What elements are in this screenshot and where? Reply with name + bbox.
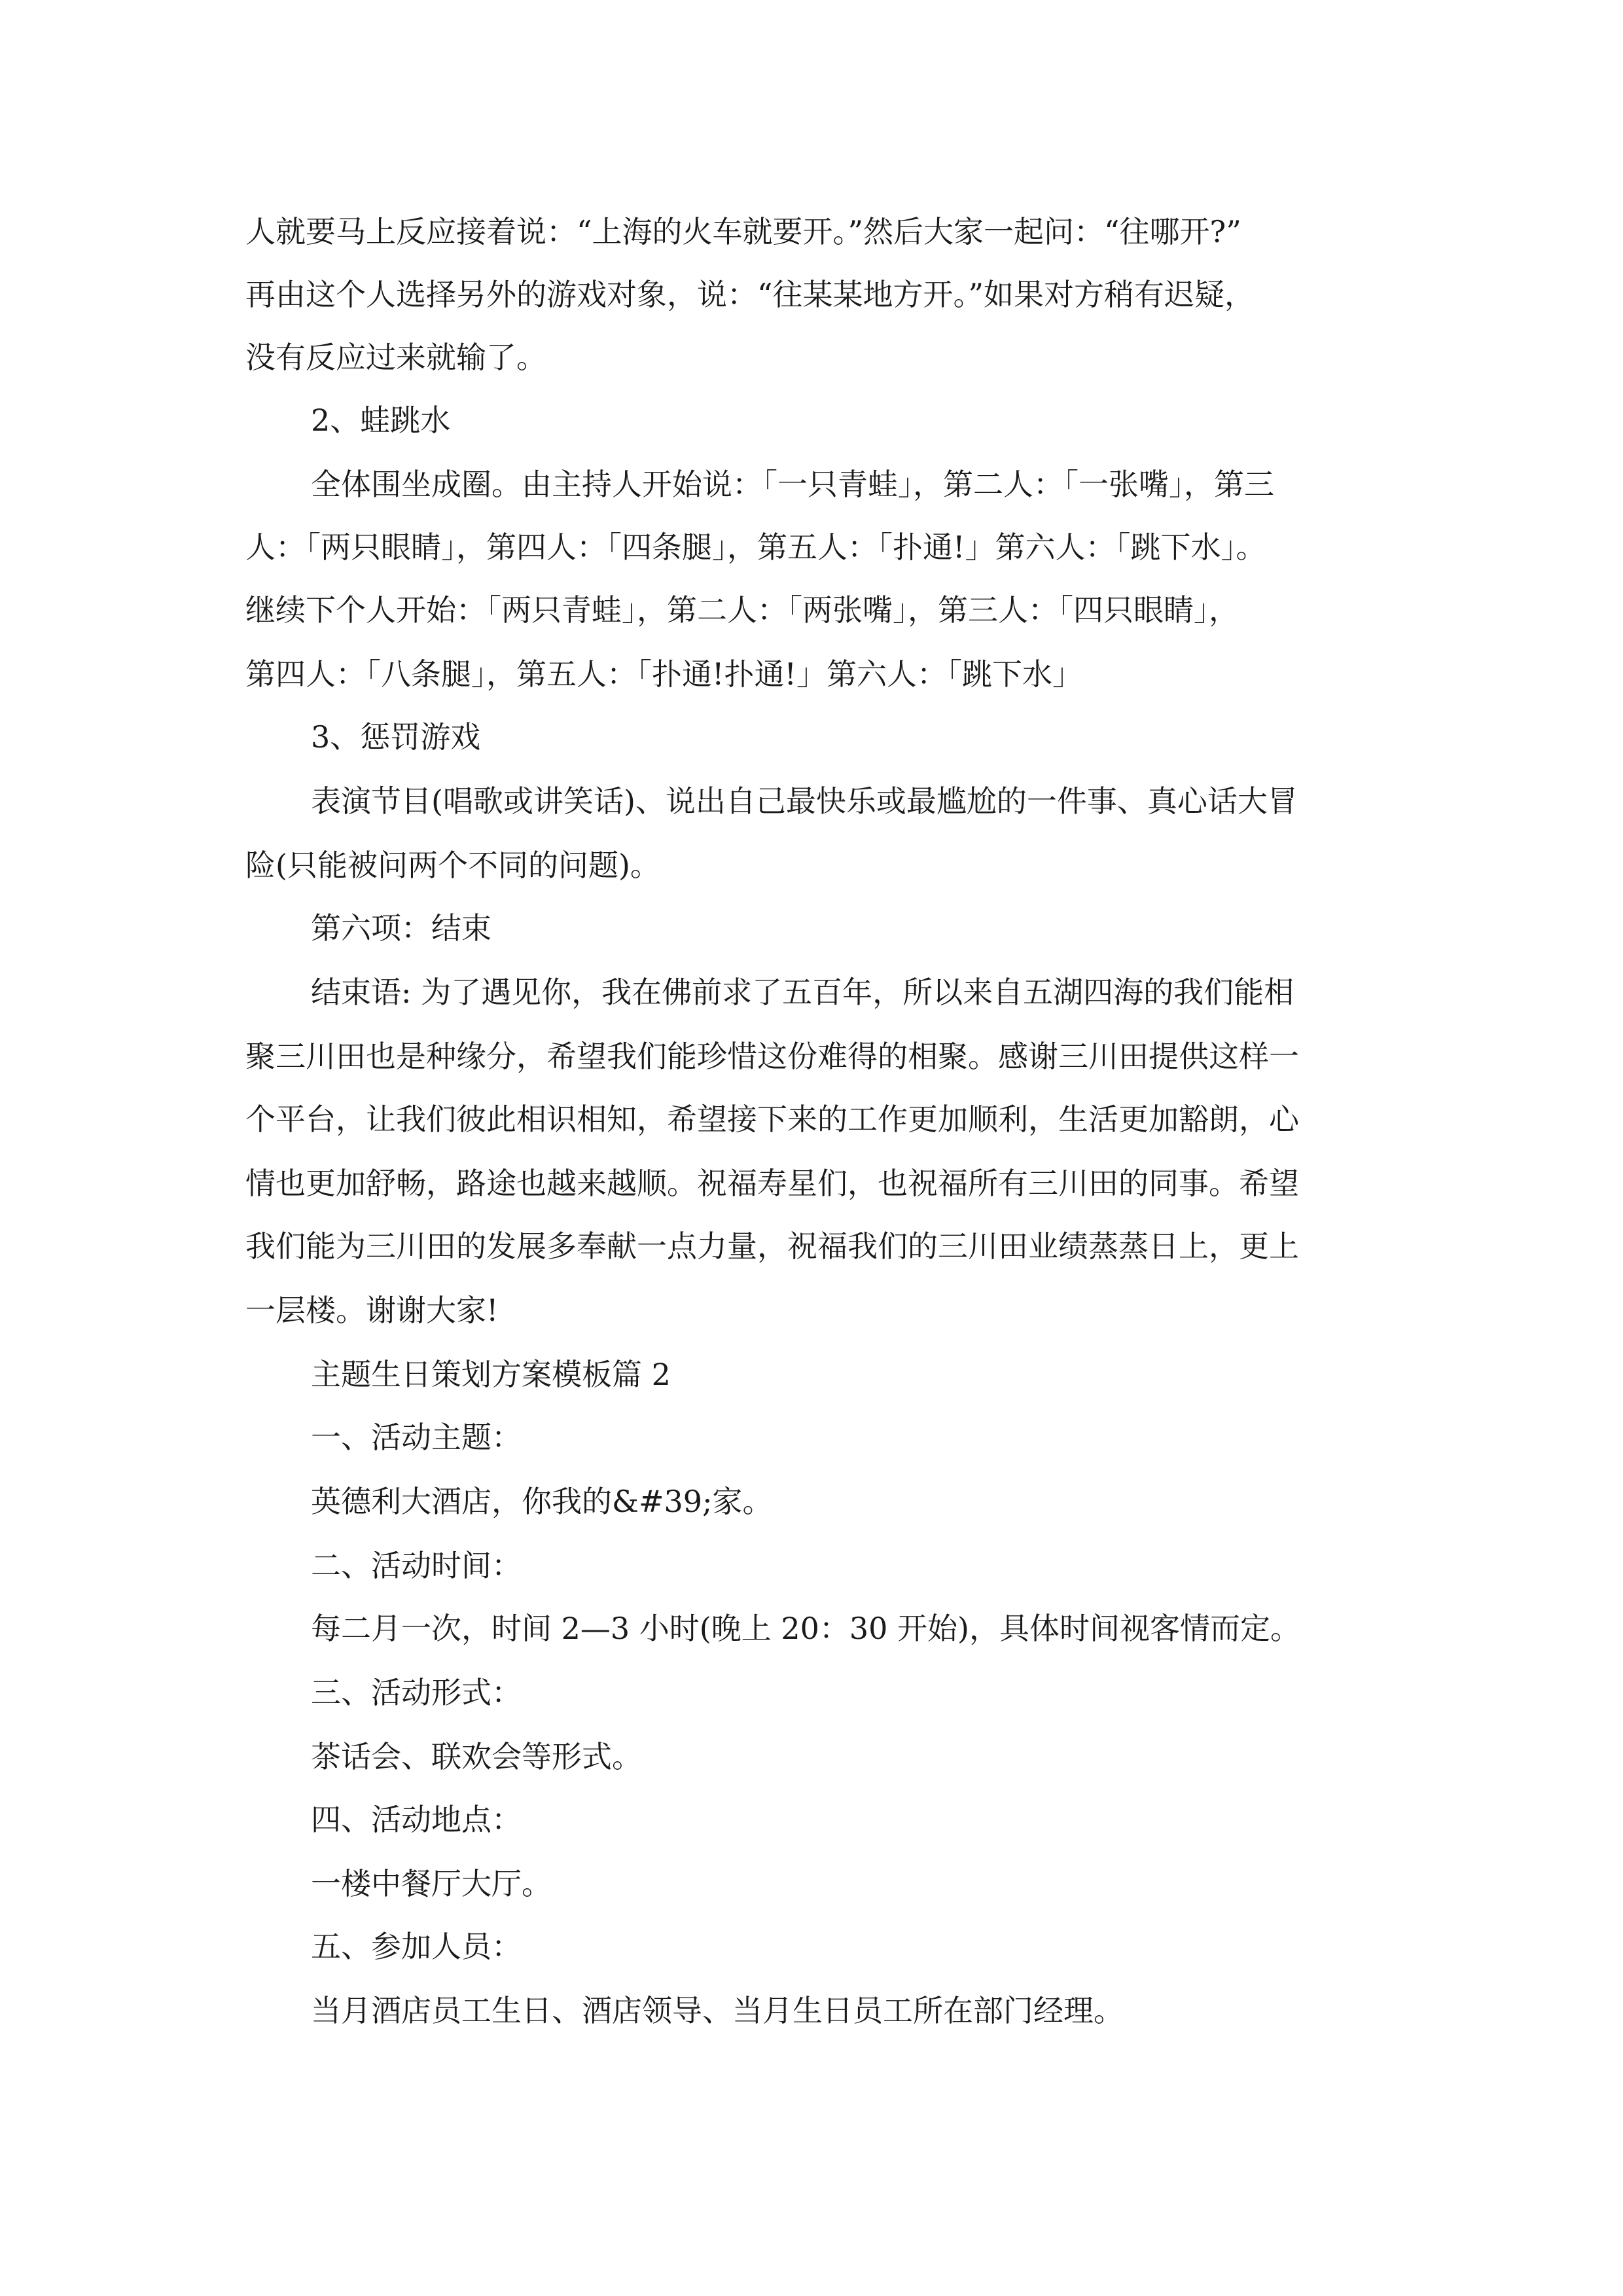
body-text-line: 我们能为三川田的发展多奉献一点力量，祝福我们的三川田业绩蒸蒸日上，更上 [245, 1229, 1299, 1264]
body-text-line: 再由这个人选择另外的游戏对象，说：“往某某地方开。”如果对方稍有迟疑， [245, 277, 1255, 312]
section-heading: 第六项：结束 [311, 910, 491, 946]
section-heading: 主题生日策划方案模板篇 2 [311, 1357, 671, 1392]
body-text-line: 聚三川田也是种缘分，希望我们能珍惜这份难得的相聚。感谢三川田提供这样一 [245, 1039, 1299, 1074]
section-heading: 三、活动形式： [311, 1675, 522, 1710]
section-heading: 3、惩罚游戏 [311, 719, 481, 755]
body-text-line: 当月酒店员工生日、酒店领导、当月生日员工所在部门经理。 [311, 1993, 1124, 2028]
section-heading: 一、活动主题： [311, 1420, 522, 1455]
body-text-line: 没有反应过来就输了。 [245, 340, 546, 375]
body-text-line: 人：「两只眼睛」，第四人：「四条腿」，第五人：「扑通!」第六人：「跳下水」。 [245, 529, 1266, 565]
body-text-line: 第四人：「八条腿」，第五人：「扑通!扑通!」第六人：「跳下水」 [245, 656, 1082, 692]
body-text-line: 险(只能被问两个不同的问题)。 [245, 848, 660, 883]
body-text-line: 人就要马上反应接着说：“上海的火车就要开。”然后大家一起问：“往哪开?” [245, 214, 1241, 249]
body-text-line: 表演节目(唱歌或讲笑话)、说出自己最快乐或最尴尬的一件事、真心话大冒 [311, 783, 1298, 819]
body-text-line: 情也更加舒畅，路途也越来越顺。祝福寿星们，也祝福所有三川田的同事。希望 [245, 1166, 1299, 1201]
section-heading: 2、蛙跳水 [311, 403, 451, 438]
body-text-line: 英德利大酒店，你我的&#39;家。 [311, 1484, 773, 1519]
section-heading: 二、活动时间： [311, 1548, 522, 1583]
body-text-line: 每二月一次，时间 2—3 小时(晚上 20：30 开始)，具体时间视客情而定。 [311, 1611, 1300, 1646]
body-text-line: 结束语: 为了遇见你，我在佛前求了五百年，所以来自五湖四海的我们能相 [311, 975, 1294, 1010]
body-text-line: 一楼中餐厅大厅。 [311, 1866, 552, 1901]
body-text-line: 个平台，让我们彼此相识相知，希望接下来的工作更加顺利，生活更加豁朗，心 [245, 1102, 1299, 1137]
body-text-line: 茶话会、联欢会等形式。 [311, 1739, 642, 1774]
body-text-line: 一层楼。谢谢大家! [245, 1293, 499, 1328]
section-heading: 四、活动地点： [311, 1802, 522, 1837]
body-text-line: 全体围坐成圈。由主持人开始说：「一只青蛙」，第二人：「一张嘴」，第三 [311, 467, 1274, 502]
body-text-line: 继续下个人开始：「两只青蛙」，第二人：「两张嘴」，第三人：「四只眼睛」， [245, 592, 1239, 628]
section-heading: 五、参加人员： [311, 1929, 522, 1964]
